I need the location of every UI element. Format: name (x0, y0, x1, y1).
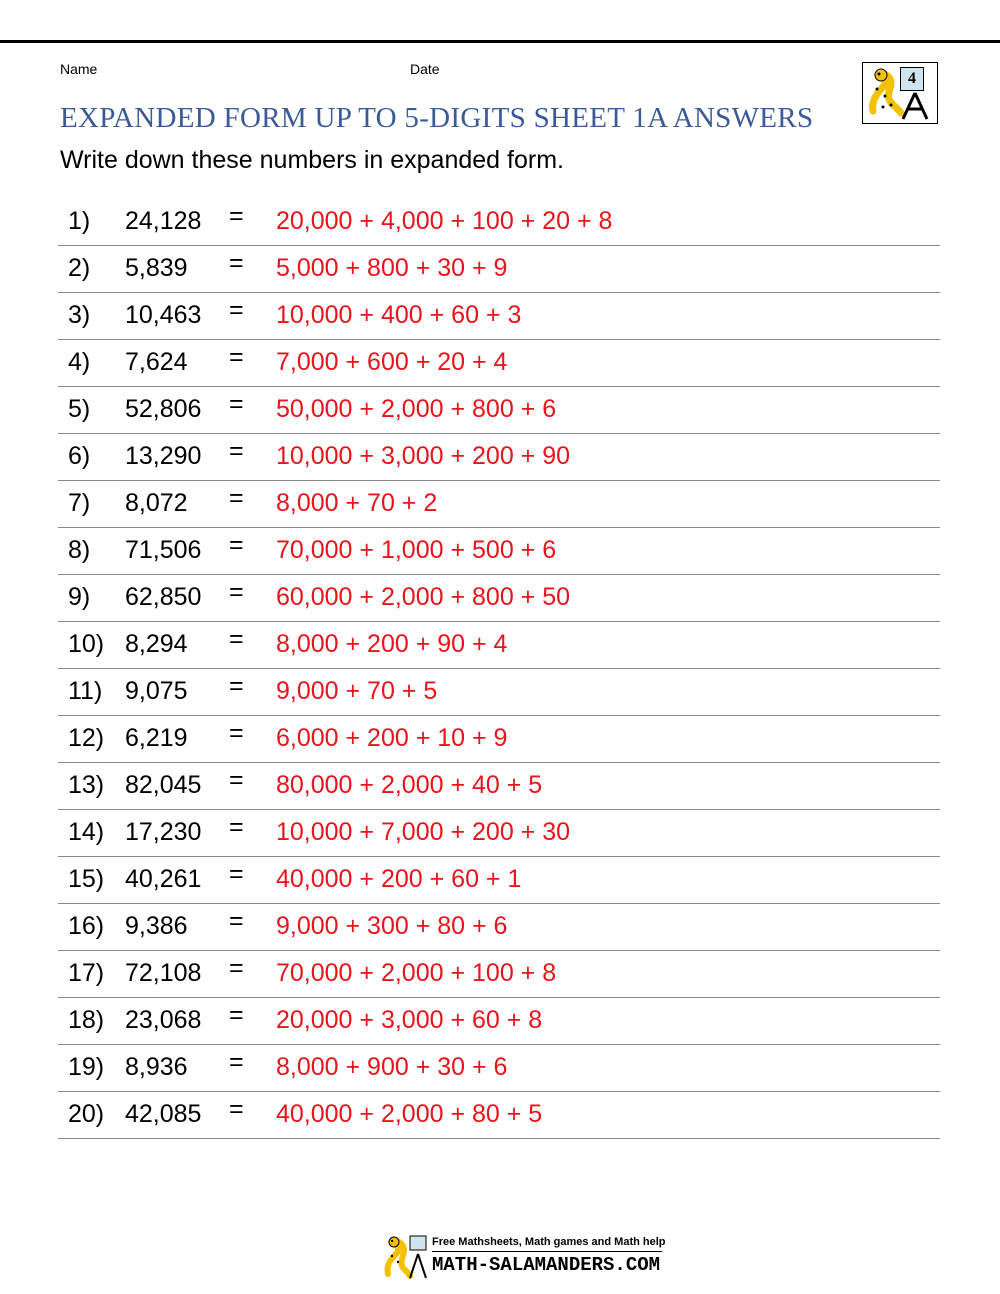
problem-answer: 20,000 + 3,000 + 60 + 8 (276, 1006, 543, 1034)
problem-answer: 10,000 + 400 + 60 + 3 (276, 301, 522, 329)
problem-number: 5) (68, 395, 91, 423)
sheet-title: EXPANDED FORM UP TO 5-DIGITS SHEET 1A ANSWERS (60, 102, 814, 134)
problem-number: 8) (68, 536, 91, 564)
problem-number: 7) (68, 489, 91, 517)
problem-value: 24,128 (125, 207, 202, 235)
problem-list (58, 199, 940, 1139)
equals-sign: = (229, 860, 244, 888)
problem-row (58, 434, 940, 481)
equals-sign: = (229, 1095, 244, 1123)
problem-row (58, 998, 940, 1045)
problem-value: 8,936 (125, 1053, 188, 1081)
problem-answer: 9,000 + 70 + 5 (276, 677, 438, 705)
equals-sign: = (229, 813, 244, 841)
top-rule (0, 40, 1000, 43)
name-label: Name (60, 61, 98, 77)
equals-sign: = (229, 343, 244, 371)
problem-value: 7,624 (125, 348, 188, 376)
equals-sign: = (229, 531, 244, 559)
problem-number: 20) (68, 1100, 105, 1128)
problem-row (58, 810, 940, 857)
equals-sign: = (229, 907, 244, 935)
problem-row (58, 293, 940, 340)
problem-number: 12) (68, 724, 105, 752)
footer-tagline: Free Mathsheets, Math games and Math help (432, 1236, 666, 1248)
problem-answer: 20,000 + 4,000 + 100 + 20 + 8 (276, 207, 613, 235)
problem-row (58, 528, 940, 575)
problem-row (58, 763, 940, 810)
footer-brand: MATH-SALAMANDERS.COM (432, 1254, 661, 1276)
problem-value: 72,108 (125, 959, 202, 987)
problem-value: 62,850 (125, 583, 202, 611)
equals-sign: = (229, 296, 244, 324)
problem-value: 8,072 (125, 489, 188, 517)
equals-sign: = (229, 766, 244, 794)
equals-sign: = (229, 437, 244, 465)
equals-sign: = (229, 249, 244, 277)
equals-sign: = (229, 484, 244, 512)
problem-answer: 40,000 + 200 + 60 + 1 (276, 865, 522, 893)
footer (380, 1232, 670, 1282)
problem-row (58, 669, 940, 716)
problem-row (58, 575, 940, 622)
footer-rule (432, 1251, 662, 1252)
equals-sign: = (229, 672, 244, 700)
problem-row (58, 716, 940, 763)
problem-answer: 70,000 + 1,000 + 500 + 6 (276, 536, 557, 564)
problem-answer: 10,000 + 7,000 + 200 + 30 (276, 818, 571, 846)
problem-row (58, 1092, 940, 1139)
problem-number: 4) (68, 348, 91, 376)
problem-answer: 70,000 + 2,000 + 100 + 8 (276, 959, 557, 987)
problem-answer: 9,000 + 300 + 80 + 6 (276, 912, 508, 940)
problem-row (58, 622, 940, 669)
problem-number: 15) (68, 865, 105, 893)
problem-number: 6) (68, 442, 91, 470)
problem-answer: 40,000 + 2,000 + 80 + 5 (276, 1100, 543, 1128)
problem-row (58, 387, 940, 434)
salamander-logo-icon (862, 62, 938, 124)
problem-number: 10) (68, 630, 105, 658)
problem-answer: 60,000 + 2,000 + 800 + 50 (276, 583, 571, 611)
problem-value: 5,839 (125, 254, 188, 282)
problem-value: 9,075 (125, 677, 188, 705)
problem-value: 6,219 (125, 724, 188, 752)
problem-number: 19) (68, 1053, 105, 1081)
problem-row (58, 481, 940, 528)
problem-value: 71,506 (125, 536, 202, 564)
problem-number: 3) (68, 301, 91, 329)
equals-sign: = (229, 625, 244, 653)
problem-row (58, 951, 940, 998)
problem-value: 23,068 (125, 1006, 202, 1034)
problem-number: 11) (68, 677, 103, 705)
grade-badge: 4 (900, 67, 924, 91)
problem-row (58, 904, 940, 951)
problem-answer: 6,000 + 200 + 10 + 9 (276, 724, 508, 752)
problem-value: 52,806 (125, 395, 202, 423)
problem-answer: 8,000 + 200 + 90 + 4 (276, 630, 508, 658)
problem-row (58, 1045, 940, 1092)
equals-sign: = (229, 1001, 244, 1029)
problem-row (58, 340, 940, 387)
problem-number: 17) (68, 959, 105, 987)
problem-number: 9) (68, 583, 91, 611)
problem-row (58, 199, 940, 246)
problem-number: 1) (68, 207, 91, 235)
problem-answer: 50,000 + 2,000 + 800 + 6 (276, 395, 557, 423)
problem-answer: 8,000 + 70 + 2 (276, 489, 438, 517)
problem-row (58, 857, 940, 904)
problem-number: 13) (68, 771, 105, 799)
problem-value: 82,045 (125, 771, 202, 799)
problem-answer: 5,000 + 800 + 30 + 9 (276, 254, 508, 282)
problem-answer: 7,000 + 600 + 20 + 4 (276, 348, 508, 376)
problem-answer: 80,000 + 2,000 + 40 + 5 (276, 771, 543, 799)
problem-number: 14) (68, 818, 105, 846)
problem-value: 8,294 (125, 630, 188, 658)
problem-value: 13,290 (125, 442, 202, 470)
date-label: Date (410, 61, 440, 77)
problem-number: 2) (68, 254, 91, 282)
equals-sign: = (229, 202, 244, 230)
equals-sign: = (229, 954, 244, 982)
instructions: Write down these numbers in expanded form. (60, 146, 564, 174)
equals-sign: = (229, 390, 244, 418)
problem-number: 16) (68, 912, 105, 940)
salamander-footer-icon (380, 1232, 430, 1280)
equals-sign: = (229, 578, 244, 606)
equals-sign: = (229, 1048, 244, 1076)
problem-answer: 8,000 + 900 + 30 + 6 (276, 1053, 508, 1081)
problem-value: 17,230 (125, 818, 202, 846)
problem-value: 9,386 (125, 912, 188, 940)
problem-row (58, 246, 940, 293)
problem-value: 40,261 (125, 865, 202, 893)
equals-sign: = (229, 719, 244, 747)
problem-value: 10,463 (125, 301, 202, 329)
problem-answer: 10,000 + 3,000 + 200 + 90 (276, 442, 571, 470)
problem-value: 42,085 (125, 1100, 202, 1128)
problem-number: 18) (68, 1006, 105, 1034)
